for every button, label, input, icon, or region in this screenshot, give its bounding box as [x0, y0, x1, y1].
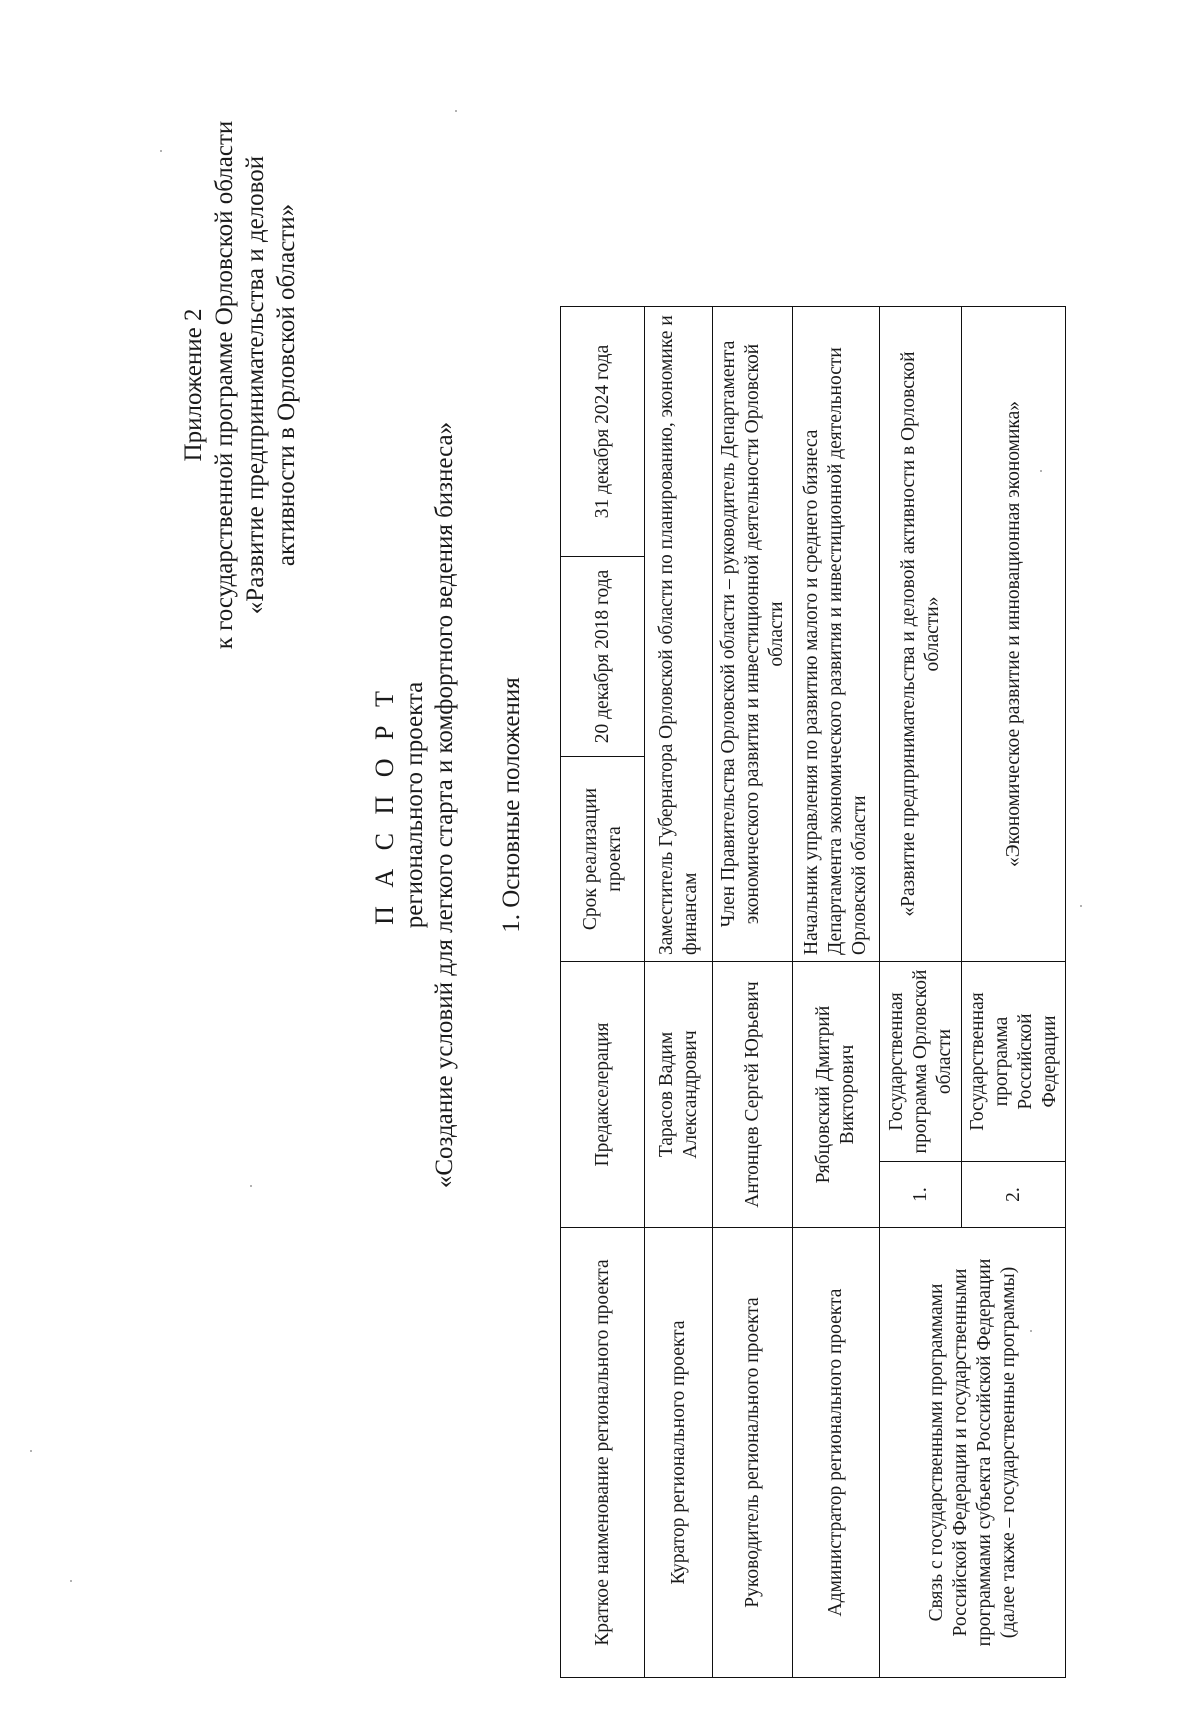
period-end: 31 декабря 2024 года [561, 307, 645, 557]
annex-header [178, 65, 302, 705]
curator-label: Куратор регионального проекта [645, 1228, 713, 1678]
curator-position: Заместитель Губернатора Орловской области по планированию, экономике и финансам [645, 307, 713, 962]
passport-table [560, 306, 1066, 1678]
short-name-value: Предакселерация [561, 962, 645, 1228]
passport-heading [370, 255, 460, 1355]
period-label: Срок реализации проекта [561, 757, 645, 962]
project-name: «Создание условий для легкого старта и комфортного ведения бизнеса» [431, 421, 458, 1189]
program-name: «Развитие предпринимательства и деловой активности в Орловской области» [880, 307, 962, 962]
passport-subtitle: регионального проекта [401, 681, 428, 929]
table-row [880, 307, 962, 1678]
admin-label: Администратор регионального проекта [793, 1228, 880, 1678]
table-row [713, 307, 793, 1678]
period-start: 20 декабря 2018 года [561, 557, 645, 757]
table-row [793, 307, 880, 1678]
table-row [561, 307, 645, 1678]
admin-name: Рябцовский Дмитрий Викторович [793, 962, 880, 1228]
passport-title: П А С П О Р Т [370, 685, 399, 925]
admin-position: Начальник управления по развитию малого и среднего бизнеса Департамента экономического развития и инвестиционной деятельности Орловской области [793, 307, 880, 962]
head-name: Антонцев Сергей Юрьевич [713, 962, 793, 1228]
head-label: Руководитель регионального проекта [713, 1228, 793, 1678]
table-row [645, 307, 713, 1678]
program-type: Государственная программа Российской Федерации [962, 962, 1066, 1162]
head-position: Член Правительства Орловской области – руководитель Департамента экономического развития и инвестиционной деятельности Орловской области [713, 307, 793, 962]
program-name: «Экономическое развитие и инновационная экономика» [962, 307, 1066, 962]
short-name-label: Краткое наименование регионального проекта [561, 1228, 645, 1678]
annex-program-ref: к государственной программе Орловской области [211, 120, 238, 650]
program-type: Государственная программа Орловской области [880, 962, 962, 1162]
curator-name: Тарасов Вадим Александрович [645, 962, 713, 1228]
annex-program-name-1: «Развитие предпринимательства и деловой [242, 155, 269, 615]
programs-label: Связь с государственными программами Российской Федерации и государственными программами субъекта Российской Федерации (далее также – государственные программы) [880, 1228, 1066, 1678]
annex-program-name-2: активности в Орловской области» [273, 203, 300, 567]
section-title: 1. Основные положения [498, 677, 525, 933]
program-number: 2. [962, 1162, 1066, 1228]
annex-number: Приложение 2 [180, 308, 207, 462]
program-number: 1. [880, 1162, 962, 1228]
